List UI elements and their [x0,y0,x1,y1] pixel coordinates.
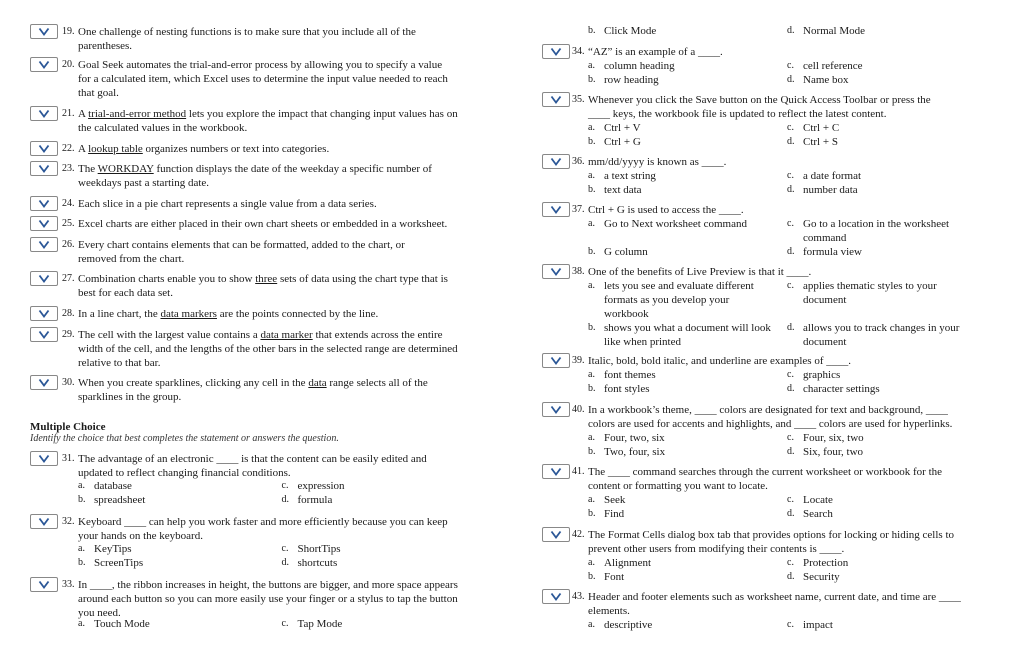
text-segment: are the points connected by the line. [216,308,379,320]
text-segment: The [78,163,98,175]
section-subtitle: Identify the choice that best completes the statement or answers the question. [30,433,339,444]
question-number: 32. [62,516,75,527]
answer-dropdown[interactable] [542,589,570,604]
answer-dropdown[interactable] [30,577,58,592]
option-letter: d. [787,74,795,85]
option-letter: b. [588,25,596,36]
option-text: Ctrl + C [803,122,840,134]
text-segment: Excel charts are either placed in their own chart sheets or embedded in a worksheet. [78,218,448,230]
question-text [588,354,979,368]
question-number: 43. [572,591,585,602]
question-number: 38. [572,266,585,277]
option-text: Two, four, six [604,446,666,458]
option-text: Font [604,571,625,583]
option-letter: a. [588,557,595,568]
option-letter: d. [787,184,795,195]
option-text: applies thematic styles to your document [803,280,937,306]
question-text [78,328,485,370]
option-text: number data [803,184,858,196]
question-text [588,203,979,217]
option-letter: b. [588,571,596,582]
option-text: text data [604,184,642,196]
answer-dropdown[interactable] [542,402,570,417]
option-text: Search [803,508,833,520]
chevron-down-icon [550,404,562,415]
option-text: ScreenTips [94,557,144,569]
section-title: Multiple Choice [30,421,106,433]
underlined-term: trial-and-error method [88,108,187,120]
option-text: Four, six, two [803,432,864,444]
chevron-down-icon [38,579,50,590]
option-text: Normal Mode [803,25,866,37]
question-number: 28. [62,308,75,319]
option-letter: b. [78,557,86,568]
answer-dropdown[interactable] [30,161,58,176]
text-segment: mm/dd/yyyy is known as ____. [588,156,727,168]
option-letter: d. [787,25,795,36]
answer-dropdown[interactable] [30,514,58,529]
text-segment: “AZ” is an example of a ____. [588,46,723,58]
option-text: character settings [803,383,880,395]
question-text [78,142,485,156]
text-segment: When you create sparklines, clicking any cell in the [78,377,309,389]
option-text: Find [604,508,625,520]
chevron-down-icon [550,355,562,366]
option-letter: a. [588,122,595,133]
option-text: shortcuts [297,557,338,569]
option-text: Protection [803,557,849,569]
answer-dropdown[interactable] [542,353,570,368]
option-text: graphics [803,369,841,381]
text-segment: The Format Cells dialog box tab that provides options for locking or hiding cells to prevent other users from modifying their contents is ____. [588,529,955,555]
option-text: row heading [604,74,659,86]
option-letter: c. [281,543,289,554]
option-text: lets you see and evaluate different formats as you develop your workbook [604,280,754,320]
answer-dropdown[interactable] [30,24,58,39]
option-text: Alignment [604,557,652,569]
chevron-down-icon [38,108,50,119]
question-number: 20. [62,59,75,70]
question-number: 25. [62,218,75,229]
option-letter: a. [588,60,595,71]
answer-dropdown[interactable] [542,44,570,59]
text-segment: range selects all of the sparklines in the group. [78,377,428,403]
option-letter: c. [787,369,794,380]
text-segment: function displays the date of the weekday a specific number of weekdays past a starting date. [78,163,432,189]
question-text [78,25,485,53]
chevron-down-icon [38,59,50,70]
option-letter: d. [787,446,795,457]
option-text: Click Mode [604,25,657,37]
chevron-down-icon [550,591,562,602]
chevron-down-icon [550,46,562,57]
option-text: shows you what a document will look like when printed [604,322,771,348]
question-number: 30. [62,377,75,388]
text-segment: Whenever you click the Save button on the Quick Access Toolbar or press the ____ keys, the workbook file is updated to reflect the latest content. [588,94,931,120]
question-number: 37. [572,204,585,215]
text-segment: Combination charts enable you to show [78,273,256,285]
text-segment: The cell with the largest value contains a [78,329,261,341]
option-text: Tap Mode [297,618,343,630]
option-letter: c. [787,170,794,181]
text-segment: One challenge of nesting functions is to make sure that you include all of the parentheses. [78,26,416,52]
option-letter: c. [281,618,289,629]
option-letter: d. [281,494,289,505]
chevron-down-icon [550,94,562,105]
option-text: font styles [604,383,650,395]
option-text: KeyTips [94,543,132,555]
option-text: a text string [604,170,656,182]
option-letter: d. [787,322,795,333]
chevron-down-icon [38,143,50,154]
option-letter: b. [588,74,596,85]
option-text: a date format [803,170,862,182]
underlined-term: WORKDAY [97,163,154,175]
question-number: 36. [572,156,585,167]
question-text [588,590,979,618]
option-letter: a. [78,618,85,629]
option-letter: d. [787,246,795,257]
question-text [588,93,979,121]
option-text: formula [297,494,333,506]
question-number: 41. [572,466,585,477]
option-letter: c. [787,122,794,133]
option-letter: b. [588,246,596,257]
chevron-down-icon [38,26,50,37]
option-letter: d. [787,136,795,147]
option-text: database [94,480,132,492]
text-segment: lets you explore the impact that changing input values has on the calculated values in the workbook. [78,108,458,134]
underlined-term: data [308,377,327,389]
answer-dropdown[interactable] [30,141,58,156]
answer-dropdown[interactable] [542,92,570,107]
option-letter: c. [787,432,794,443]
text-segment: Each slice in a pie chart represents a single value from a data series. [78,198,377,210]
option-letter: b. [588,184,596,195]
answer-dropdown[interactable] [542,527,570,542]
question-number: 35. [572,94,585,105]
text-segment: In a workbook’s theme, ____ colors are designated for text and background, ____ colors are used for accents and highlights, and ____ colors are used for hyperlinks. [588,404,953,430]
text-segment: Every chart contains elements that can be formatted, added to the chart, or removed from the chart. [78,239,405,265]
chevron-down-icon [38,163,50,174]
chevron-down-icon [38,516,50,527]
option-letter: a. [78,480,85,491]
option-text: Ctrl + S [803,136,838,148]
answer-dropdown[interactable] [30,57,58,72]
question-number: 33. [62,579,75,590]
option-text: Six, four, two [803,446,864,458]
question-text [78,238,485,266]
answer-dropdown[interactable] [30,237,58,252]
chevron-down-icon [38,453,50,464]
question-number: 27. [62,273,75,284]
option-letter: d. [787,508,795,519]
chevron-down-icon [550,529,562,540]
option-letter: a. [588,218,595,229]
question-number: 24. [62,198,75,209]
option-text: Four, two, six [604,432,665,444]
option-text: Seek [604,494,626,506]
question-number: 39. [572,355,585,366]
question-text [78,515,485,543]
answer-dropdown[interactable] [30,196,58,211]
option-text: descriptive [604,619,653,631]
question-text [78,197,485,211]
answer-dropdown[interactable] [542,264,570,279]
chevron-down-icon [38,329,50,340]
text-segment: In a line chart, the [78,308,161,320]
text-segment: Header and footer elements such as worksheet name, current date, and time are ____ elements. [588,591,961,617]
answer-dropdown[interactable] [542,464,570,479]
answer-dropdown[interactable] [30,375,58,390]
option-letter: b. [588,136,596,147]
option-letter: b. [588,322,596,333]
option-letter: c. [787,557,794,568]
text-segment: One of the benefits of Live Preview is that it ____. [588,266,812,278]
question-text [588,403,979,431]
question-text [78,307,485,321]
text-segment: sets of data using the chart type that is best for each data set. [78,273,448,299]
answer-dropdown[interactable] [30,451,58,466]
chevron-down-icon [550,156,562,167]
question-number: 23. [62,163,75,174]
option-text: Ctrl + G [604,136,641,148]
text-segment: Ctrl + G is used to access the ____. [588,204,744,216]
chevron-down-icon [550,466,562,477]
option-letter: a. [588,619,595,630]
underlined-term: data marker [260,329,313,341]
question-text [588,155,979,169]
option-text: Locate [803,494,833,506]
question-text [588,465,979,493]
question-text [78,376,485,404]
question-number: 31. [62,453,75,464]
question-text [78,452,485,480]
question-text [588,45,979,59]
option-letter: d. [281,557,289,568]
option-text: allows you to track changes in your document [803,322,960,348]
question-text [588,265,979,279]
answer-dropdown[interactable] [30,216,58,231]
question-number: 22. [62,143,75,154]
option-text: spreadsheet [94,494,146,506]
option-text: cell reference [803,60,863,72]
question-text [78,217,485,231]
question-number: 19. [62,26,75,37]
underlined-term: data markers [160,308,217,320]
chevron-down-icon [38,198,50,209]
option-text: Name box [803,74,849,86]
text-segment: In ____, the ribbon increases in height, the buttons are bigger, and more space appears around each button so you can more easily use your finger or a stylus to tap the button you need. [78,579,458,619]
option-text: impact [803,619,833,631]
option-text: ShortTips [297,543,341,555]
underlined-term: three [255,273,278,285]
option-text: Touch Mode [94,618,150,630]
question-text [588,528,979,556]
text-segment: that extends across the entire width of the cell, and the lengths of the other bars in the selected range are determined relative to that bar. [78,329,458,369]
option-letter: b. [588,383,596,394]
chevron-down-icon [38,218,50,229]
option-text: Go to a location in the worksheet command [803,218,950,244]
chevron-down-icon [550,204,562,215]
option-letter: c. [787,218,794,229]
text-segment: organizes numbers or text into categories. [142,143,330,155]
option-text: Go to Next worksheet command [604,218,747,230]
question-text [78,272,485,300]
option-text: font themes [604,369,656,381]
question-text [78,162,485,190]
text-segment: A [78,108,89,120]
option-text: Security [803,571,840,583]
chevron-down-icon [38,239,50,250]
answer-dropdown[interactable] [542,154,570,169]
option-letter: d. [787,571,795,582]
question-number: 40. [572,404,585,415]
option-letter: c. [787,619,794,630]
chevron-down-icon [550,266,562,277]
question-number: 26. [62,239,75,250]
option-letter: c. [787,60,794,71]
text-segment: The advantage of an electronic ____ is that the content can be easily edited and updated to reflect changing financial conditions. [78,453,427,479]
option-letter: a. [588,280,595,291]
answer-dropdown[interactable] [30,306,58,321]
underlined-term: lookup table [88,143,143,155]
option-letter: d. [787,383,795,394]
text-segment: The ____ command searches through the current worksheet or workbook for the content or formatting you want to locate. [588,466,943,492]
option-text: column heading [604,60,675,72]
option-letter: a. [588,170,595,181]
question-number: 34. [572,46,585,57]
chevron-down-icon [38,273,50,284]
option-letter: a. [588,494,595,505]
option-letter: c. [787,494,794,505]
option-text: expression [297,480,345,492]
text-segment: A [78,143,89,155]
question-text [78,107,485,135]
chevron-down-icon [38,377,50,388]
answer-dropdown[interactable] [30,271,58,286]
question-text [78,578,485,620]
option-letter: c. [787,280,794,291]
option-letter: b. [588,508,596,519]
question-number: 42. [572,529,585,540]
option-letter: b. [588,446,596,457]
question-text [78,58,485,100]
text-segment: Keyboard ____ can help you work faster and more efficiently because you can keep your hands on the keyboard. [78,516,448,542]
text-segment: Italic, bold, bold italic, and underline are examples of ____. [588,355,852,367]
answer-dropdown[interactable] [30,327,58,342]
option-letter: a. [588,432,595,443]
option-letter: a. [78,543,85,554]
question-number: 21. [62,108,75,119]
answer-dropdown[interactable] [30,106,58,121]
option-text: G column [604,246,648,258]
option-text: formula view [803,246,862,258]
text-segment: Goal Seek automates the trial-and-error process by allowing you to specify a value for a calculated item, which Excel uses to determine the input value needed to reach that goal. [78,59,448,99]
question-number: 29. [62,329,75,340]
option-text: Ctrl + V [604,122,641,134]
option-letter: c. [281,480,289,491]
chevron-down-icon [38,308,50,319]
answer-dropdown[interactable] [542,202,570,217]
option-letter: a. [588,369,595,380]
option-letter: b. [78,494,86,505]
